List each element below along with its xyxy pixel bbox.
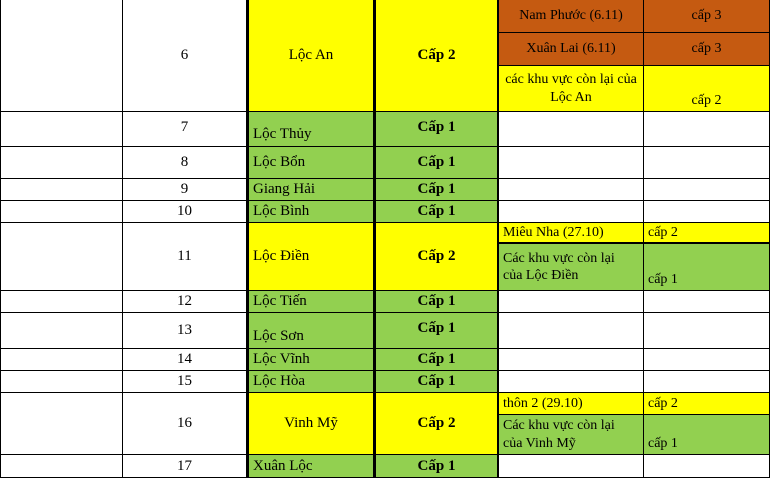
sub-level-empty — [644, 179, 770, 201]
commune-name: Lộc Bổn — [247, 147, 374, 179]
sub-area: thôn 2 (29.10) — [499, 393, 644, 415]
row-number: 8 — [123, 147, 247, 179]
blank-col-cell — [0, 291, 123, 313]
sub-level-empty — [644, 201, 770, 223]
commune-name: Vinh Mỹ — [247, 393, 374, 455]
sub-level-empty — [644, 349, 770, 371]
blank-col-cell — [0, 223, 123, 291]
sub-area: các khu vực còn lại của Lộc An — [499, 66, 644, 112]
commune-level: Cấp 1 — [374, 112, 499, 147]
sub-area-empty — [499, 455, 644, 478]
commune-name: Xuân Lộc — [247, 455, 374, 478]
commune-level: Cấp 1 — [374, 313, 499, 349]
sub-level: cấp 1 — [644, 244, 770, 291]
blank-col-cell — [0, 393, 123, 455]
row-number: 15 — [123, 371, 247, 393]
blank-col-cell — [0, 349, 123, 371]
commune-name: Lộc Sơn — [247, 313, 374, 349]
sub-area-empty — [499, 147, 644, 179]
row-number: 13 — [123, 313, 247, 349]
sub-level: cấp 3 — [644, 0, 770, 33]
sub-area-empty — [499, 179, 644, 201]
sub-area-empty — [499, 291, 644, 313]
sub-level: cấp 3 — [644, 33, 770, 66]
blank-col-cell — [0, 147, 123, 179]
commune-name: Lộc Tiến — [247, 291, 374, 313]
sub-level-empty — [644, 313, 770, 349]
sub-level: cấp 2 — [644, 223, 770, 244]
commune-name: Giang Hải — [247, 179, 374, 201]
commune-level: Cấp 1 — [374, 147, 499, 179]
sub-level-empty — [644, 291, 770, 313]
commune-name: Lộc Vĩnh — [247, 349, 374, 371]
blank-col-cell — [0, 0, 123, 112]
commune-level: Cấp 1 — [374, 201, 499, 223]
blank-col-cell — [0, 313, 123, 349]
commune-level: Cấp 2 — [374, 223, 499, 291]
row-number: 10 — [123, 201, 247, 223]
sub-area-empty — [499, 313, 644, 349]
sub-area: Các khu vực còn lại của Lộc Điền — [499, 244, 644, 291]
commune-name: Lộc An — [247, 0, 374, 112]
commune-level: Cấp 1 — [374, 179, 499, 201]
commune-name: Lộc Điền — [247, 223, 374, 291]
sub-level: cấp 2 — [644, 66, 770, 112]
commune-name: Lộc Hòa — [247, 371, 374, 393]
sub-level-empty — [644, 112, 770, 147]
row-number: 11 — [123, 223, 247, 291]
commune-level: Cấp 1 — [374, 455, 499, 478]
row-number: 16 — [123, 393, 247, 455]
blank-col-cell — [0, 112, 123, 147]
sub-area: Xuân Lai (6.11) — [499, 33, 644, 66]
row-number: 6 — [123, 0, 247, 112]
sub-area: Miêu Nha (27.10) — [499, 223, 644, 244]
blank-col-cell — [0, 371, 123, 393]
blank-col-cell — [0, 201, 123, 223]
sub-area-empty — [499, 201, 644, 223]
row-number: 14 — [123, 349, 247, 371]
commune-level: Cấp 2 — [374, 0, 499, 112]
sub-area-empty — [499, 371, 644, 393]
blank-col-cell — [0, 455, 123, 478]
commune-level: Cấp 2 — [374, 393, 499, 455]
row-number: 17 — [123, 455, 247, 478]
commune-name: Lộc Thủy — [247, 112, 374, 147]
sub-area-empty — [499, 112, 644, 147]
commune-level: Cấp 1 — [374, 291, 499, 313]
sub-area-empty — [499, 349, 644, 371]
sub-level-empty — [644, 371, 770, 393]
blank-col-cell — [0, 179, 123, 201]
sub-area: Nam Phước (6.11) — [499, 0, 644, 33]
row-number: 7 — [123, 112, 247, 147]
row-number: 12 — [123, 291, 247, 313]
sub-level-empty — [644, 455, 770, 478]
commune-level: Cấp 1 — [374, 349, 499, 371]
sub-level: cấp 2 — [644, 393, 770, 415]
sub-area: Các khu vực còn lại của Vinh Mỹ — [499, 415, 644, 455]
row-number: 9 — [123, 179, 247, 201]
sub-level: cấp 1 — [644, 415, 770, 455]
commune-name: Lộc Bình — [247, 201, 374, 223]
sub-level-empty — [644, 147, 770, 179]
commune-level: Cấp 1 — [374, 371, 499, 393]
